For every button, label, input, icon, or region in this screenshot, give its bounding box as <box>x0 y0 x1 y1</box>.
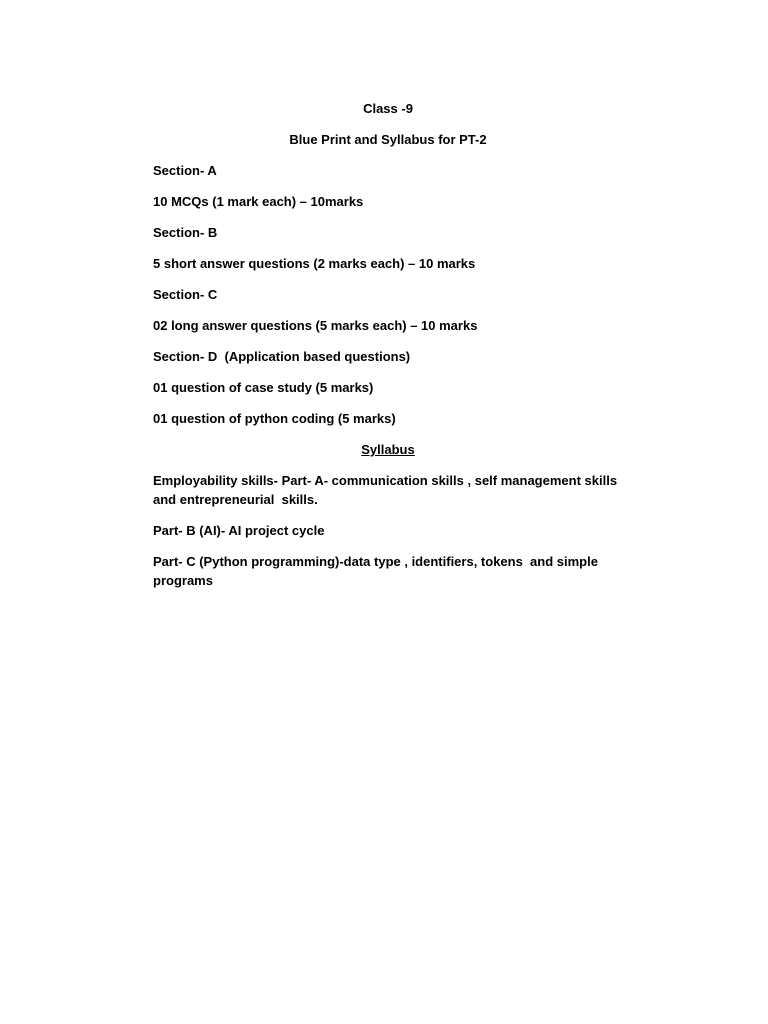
syllabus-part-a: Employability skills- Part- A- communication skills , self management skills and entrepreneurial skills. <box>153 473 621 507</box>
syllabus-heading <box>153 440 623 459</box>
syllabus-part-c: Part- C (Python programming)-data type , identifiers, tokens and simple programs <box>153 554 602 588</box>
class-line: Class -9 <box>363 101 413 116</box>
section-d-detail-python: 01 question of python coding (5 marks) <box>153 411 396 426</box>
section-a-heading: Section- A <box>153 163 217 178</box>
section-d-heading: Section- D (Application based questions) <box>153 349 411 364</box>
section-b-heading: Section- B <box>153 225 218 240</box>
syllabus-heading-text: Syllabus <box>361 442 415 457</box>
section-d-detail-case-study: 01 question of case study (5 marks) <box>153 380 374 395</box>
syllabus-part-b: Part- B (AI)- AI project cycle <box>153 523 325 538</box>
document-body <box>153 99 623 602</box>
section-a-detail: 10 MCQs (1 mark each) – 10marks <box>153 194 364 209</box>
section-c-detail: 02 long answer questions (5 marks each) – 10 marks <box>153 318 478 333</box>
document-title: Blue Print and Syllabus for PT-2 <box>289 132 487 147</box>
section-c-heading: Section- C <box>153 287 218 302</box>
section-b-detail: 5 short answer questions (2 marks each) – 10 marks <box>153 256 476 271</box>
